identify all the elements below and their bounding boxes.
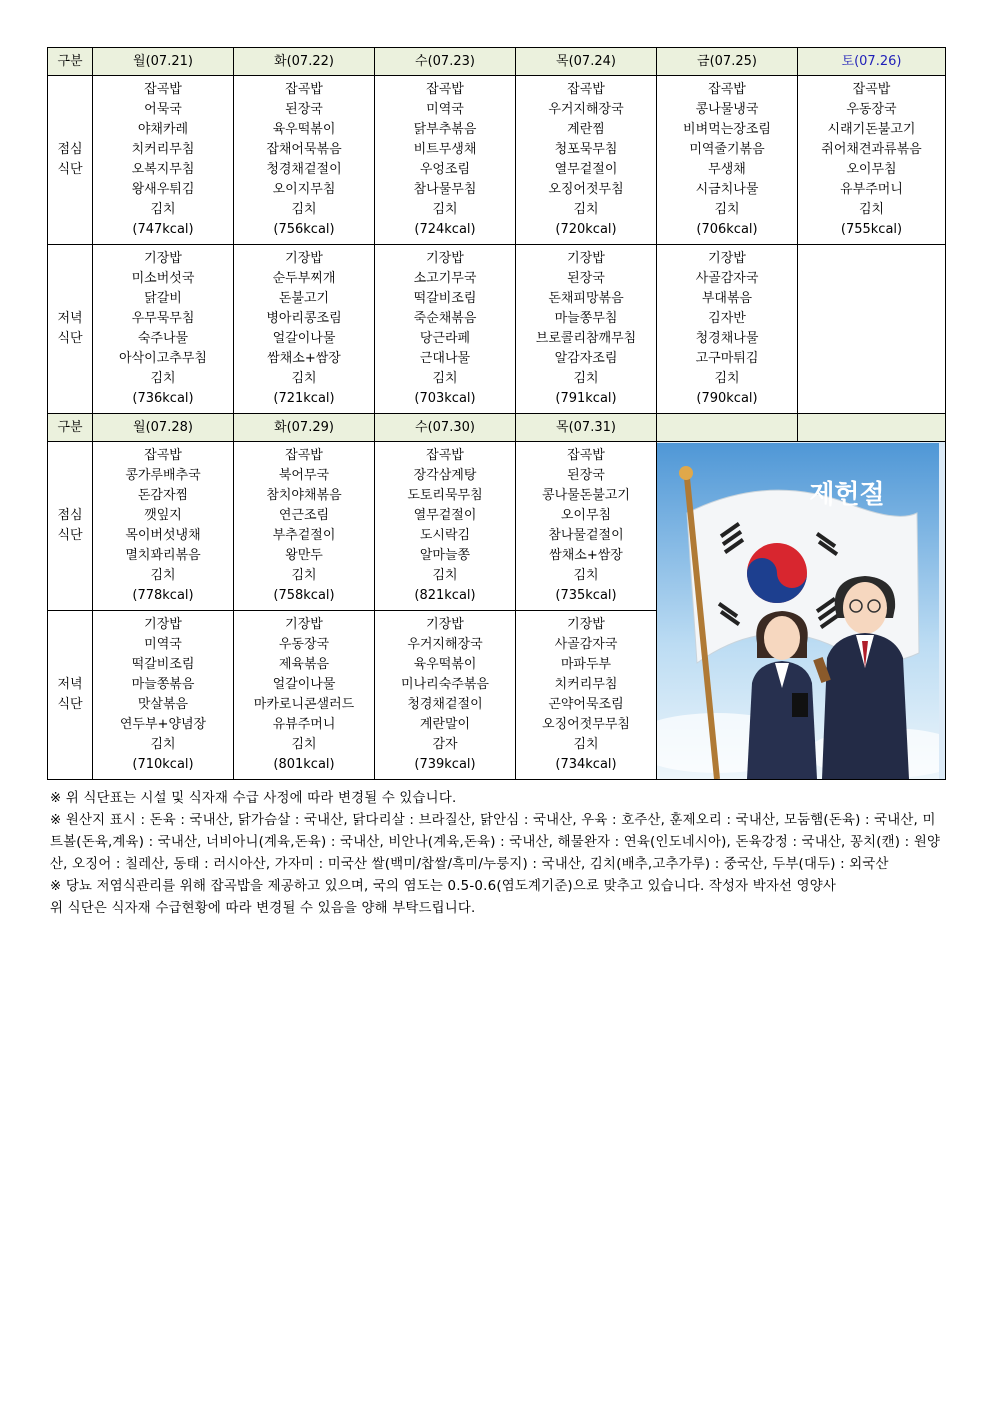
day-header: 금(07.25) [657, 48, 798, 76]
header-row [48, 48, 946, 76]
menu-item: 유뷰주머니 [272, 717, 336, 732]
dinner-menu-cell [234, 245, 375, 414]
menu-item: 쥐어채견과류볶음 [821, 142, 922, 157]
menu-item: 김자반 [708, 311, 746, 326]
menu-items [516, 80, 656, 240]
menu-item: 왕만두 [285, 548, 323, 563]
dinner-menu-cell [234, 611, 375, 780]
menu-item: 우거지해장국 [407, 637, 483, 652]
menu-item: 마늘쫑볶음 [131, 677, 195, 692]
menu-item: 병아리콩조림 [266, 311, 342, 326]
menu-item: 육우떡볶이 [272, 122, 336, 137]
menu-item: 치커리무침 [131, 142, 195, 157]
menu-items [93, 615, 233, 775]
menu-item: (790kcal) [696, 391, 758, 406]
menu-item: 열무겉절이 [554, 162, 618, 177]
lunch-label [48, 76, 93, 245]
menu-item: 된장국 [567, 271, 605, 286]
header-label: 구분 [48, 48, 93, 76]
menu-item: 얼갈이나물 [272, 331, 336, 346]
menu-item: 야채카레 [137, 122, 189, 137]
menu-item: (706kcal) [696, 222, 758, 237]
menu-items [234, 446, 374, 606]
menu-item: (739kcal) [414, 757, 476, 772]
menu-item: 깻잎지 [144, 508, 182, 523]
menu-item: 잡곡밥 [285, 82, 323, 97]
menu-items [375, 80, 515, 240]
menu-item: 돈채피망볶음 [548, 291, 624, 306]
note-line: ※ 원산지 표시 : 돈육 : 국내산, 닭가슴살 : 국내산, 닭다리살 : 브라질산, 닭안심 : 국내산, 우육 : 호주산, 훈제오리 : 국내산, 모둠햄(돈육) : 국내산, 미트볼(돈육,계육) : 국내산, 너비아니(계육,돈육) : 국내산, 비안나(계육,돈육) : 국내산, 해물완자 : 연육(인도네시아), 돈육강정 : 국내산, 꽁치(캔) : 원양산, 오징어 : 칠레산, 동태 : 러시아산, 가자미 : 미국산 쌀(백미/찹쌀/흑미/누룽지) : 국내산, 김치(배추,고추가루) : 중국산, 두부(대두) : 외국산 [50, 813, 941, 872]
menu-item: 김치 [150, 202, 176, 217]
menu-item: 순두부찌개 [272, 271, 336, 286]
menu-item: 맛살볶음 [137, 697, 189, 712]
menu-item: 김치 [432, 202, 458, 217]
menu-item: 목이버섯냉채 [125, 528, 201, 543]
illustration-title: 제헌절 [809, 479, 885, 510]
dinner-menu-cell [375, 611, 516, 780]
menu-item: 고구마튀김 [695, 351, 759, 366]
menu-item: 부추겉절이 [272, 528, 336, 543]
menu-item: 떡갈비조림 [413, 291, 477, 306]
constitution-day-illustration [657, 443, 939, 779]
menu-items [375, 249, 515, 409]
lunch-menu-cell [234, 76, 375, 245]
menu-item: 우동장국 [278, 637, 330, 652]
menu-item: 김치 [291, 202, 317, 217]
day-header: 목(07.31) [516, 414, 657, 442]
menu-item: 미나리숙주볶음 [401, 677, 489, 692]
menu-item: 열무겉절이 [413, 508, 477, 523]
menu-item: 곤약어묵조림 [548, 697, 624, 712]
menu-item: 마늘쫑무침 [554, 311, 618, 326]
menu-item: 김치 [858, 202, 885, 217]
menu-item: (710kcal) [132, 757, 194, 772]
lunch-label-line: 식단 [57, 528, 83, 543]
dinner-label-line: 식단 [57, 331, 83, 346]
dinner-menu-cell [657, 245, 798, 414]
menu-item: 멸치꽈리볶음 [125, 548, 201, 563]
menu-item: 오징어젓무침 [548, 182, 624, 197]
lunch-label-line: 점심 [57, 142, 83, 157]
menu-item: 잡채어묵볶음 [266, 142, 342, 157]
day-header: 월(07.21) [93, 48, 234, 76]
menu-item: 김치 [714, 202, 740, 217]
menu-item: 어묵국 [144, 102, 182, 117]
menu-item: 감자 [432, 737, 458, 752]
header-label: 구분 [48, 414, 93, 442]
menu-item: 청경채겉절이 [407, 697, 483, 712]
menu-item: 기장밥 [285, 617, 323, 632]
menu-item: 얼갈이나물 [272, 677, 336, 692]
menu-item: 잡곡밥 [426, 82, 464, 97]
day-header: 화(07.29) [234, 414, 375, 442]
menu-item: 당근라페 [419, 331, 471, 346]
menu-item: 된장국 [567, 468, 605, 483]
menu-item: 부대볶음 [701, 291, 753, 306]
menu-item: 김치 [573, 202, 599, 217]
day-header: 수(07.23) [375, 48, 516, 76]
menu-item: (735kcal) [555, 588, 617, 603]
menu-item: 기장밥 [426, 617, 464, 632]
menu-item: 시금치나물 [695, 182, 759, 197]
menu-items [657, 249, 797, 409]
menu-item: 김치 [291, 737, 317, 752]
menu-items [234, 615, 374, 775]
menu-item: 우엉조림 [419, 162, 471, 177]
notes-section [50, 788, 945, 920]
note-line: ※ 당뇨 저염식관리를 위해 잡곡밥을 제공하고 있으며, 국의 염도는 0.5-0.6(염도계기준)으로 맞추고 있습니다. 작성자 박자선 영양사 [50, 879, 837, 894]
menu-item: (724kcal) [414, 222, 476, 237]
meal-plan-table [47, 47, 946, 780]
dinner-menu-cell [93, 245, 234, 414]
menu-item: (747kcal) [132, 222, 194, 237]
dinner-label-line: 저녁 [57, 311, 83, 326]
menu-item: (734kcal) [555, 757, 617, 772]
menu-item: (821kcal) [414, 588, 476, 603]
menu-item: (721kcal) [273, 391, 335, 406]
menu-item: 청포묵무침 [554, 142, 618, 157]
menu-item: 알마늘쫑 [419, 548, 471, 563]
dinner-label [48, 245, 93, 414]
menu-item: (736kcal) [132, 391, 194, 406]
dinner-label-line: 식단 [57, 697, 83, 712]
dinner-menu-cell [516, 611, 657, 780]
taegeuk-symbol [747, 543, 807, 603]
menu-item: 쌈채소+쌈장 [549, 548, 623, 563]
menu-item: 사골감자국 [554, 637, 618, 652]
menu-item: 비트무생채 [413, 142, 477, 157]
day-header [798, 414, 946, 442]
dinner-label-line: 저녁 [57, 677, 83, 692]
menu-item: 우거지해장국 [548, 102, 624, 117]
menu-item: 떡갈비조림 [131, 657, 195, 672]
menu-item: (755kcal) [840, 222, 903, 237]
menu-items [234, 80, 374, 240]
menu-item: 김치 [573, 568, 599, 583]
menu-item: 소고기무국 [413, 271, 477, 286]
holiday-illustration [657, 442, 946, 780]
menu-items [657, 80, 797, 240]
dinner-menu-cell [375, 245, 516, 414]
menu-item: 기장밥 [144, 251, 182, 266]
lunch-menu-cell [375, 442, 516, 611]
day-header [657, 414, 798, 442]
menu-item: 도토리묵무침 [407, 488, 483, 503]
day-header: 목(07.24) [516, 48, 657, 76]
menu-item: 마카로니콘샐러드 [253, 697, 355, 712]
lunch-row [48, 76, 946, 245]
menu-item: 치커리무침 [554, 677, 618, 692]
menu-item: 김치 [150, 568, 176, 583]
header-row [48, 414, 946, 442]
day-header: 토(07.26) [798, 48, 946, 76]
menu-item: 알감자조림 [554, 351, 618, 366]
menu-item: (778kcal) [132, 588, 194, 603]
lunch-row [48, 442, 946, 611]
note-line: 위 식단은 식자재 수급현황에 따라 변경될 수 있음을 양해 부탁드립니다. [50, 901, 476, 916]
menu-item: 제육볶음 [278, 657, 330, 672]
menu-item: 죽순채볶음 [413, 311, 477, 326]
menu-item: 연두부+양념장 [119, 717, 207, 732]
menu-item: (720kcal) [555, 222, 617, 237]
menu-item: 브로콜리참깨무침 [535, 331, 637, 346]
menu-item: 잡곡밥 [852, 82, 891, 97]
menu-items [516, 446, 656, 606]
menu-item: 숙주나물 [137, 331, 189, 346]
menu-item: 왕새우튀김 [131, 182, 195, 197]
day-header: 월(07.28) [93, 414, 234, 442]
menu-item: 김치 [291, 371, 317, 386]
menu-item: 참나물무침 [413, 182, 477, 197]
dinner-menu-cell [798, 245, 946, 414]
menu-item: 콩나물돈불고기 [542, 488, 630, 503]
menu-items [93, 446, 233, 606]
menu-item: 김치 [432, 568, 458, 583]
menu-item: 된장국 [285, 102, 323, 117]
menu-item: 기장밥 [144, 617, 182, 632]
menu-item: 시래기돈불고기 [827, 122, 916, 137]
menu-item: 기장밥 [708, 251, 746, 266]
menu-item: 오이지무침 [272, 182, 336, 197]
menu-item: 콩가루배추국 [125, 468, 201, 483]
menu-item: 돈불고기 [278, 291, 330, 306]
menu-item: 기장밥 [285, 251, 323, 266]
menu-item: 아삭이고추무침 [119, 351, 207, 366]
menu-item: 오징어젓무무침 [542, 717, 630, 732]
lunch-menu-cell [516, 76, 657, 245]
menu-item: (791kcal) [555, 391, 617, 406]
menu-item: 마파두부 [560, 657, 612, 672]
menu-item: 김치 [291, 568, 317, 583]
menu-item: 참치야채볶음 [266, 488, 342, 503]
menu-items [798, 80, 945, 240]
menu-item: 닭부추볶음 [413, 122, 477, 137]
menu-items [516, 615, 656, 775]
menu-items [93, 249, 233, 409]
menu-item: 쌈채소+쌈장 [267, 351, 341, 366]
menu-items [375, 615, 515, 775]
menu-item: 우동장국 [846, 102, 897, 117]
lunch-menu-cell [93, 76, 234, 245]
note-line: ※ 위 식단표는 시설 및 식자재 수급 사정에 따라 변경될 수 있습니다. [50, 791, 457, 806]
menu-item: 유부주머니 [840, 182, 903, 197]
lunch-menu-cell [657, 76, 798, 245]
menu-item: 사골감자국 [695, 271, 759, 286]
day-header: 화(07.22) [234, 48, 375, 76]
menu-item: 무생채 [708, 162, 746, 177]
menu-item: 오이무침 [846, 162, 897, 177]
menu-item: (758kcal) [273, 588, 335, 603]
menu-item: 참나물겉절이 [548, 528, 624, 543]
menu-item: 잡곡밥 [144, 448, 182, 463]
lunch-menu-cell [798, 76, 946, 245]
menu-item: 근대나물 [419, 351, 471, 366]
menu-item: 연근조림 [278, 508, 330, 523]
menu-item: 미역국 [426, 102, 464, 117]
menu-items [93, 80, 233, 240]
menu-item: (756kcal) [273, 222, 335, 237]
dinner-label [48, 611, 93, 780]
menu-item: 기장밥 [567, 251, 605, 266]
menu-item: 김치 [150, 737, 176, 752]
menu-item: 기장밥 [567, 617, 605, 632]
lunch-label-line: 점심 [57, 508, 83, 523]
menu-item: 잡곡밥 [567, 448, 605, 463]
lunch-label-line: 식단 [57, 162, 83, 177]
menu-items [375, 446, 515, 606]
dinner-row [48, 245, 946, 414]
lunch-menu-cell [234, 442, 375, 611]
menu-item: 비벼먹는장조림 [683, 122, 771, 137]
menu-item: 잡곡밥 [708, 82, 746, 97]
menu-item: 육우떡볶이 [413, 657, 477, 672]
menu-item: 콩나물냉국 [695, 102, 759, 117]
menu-item: 김치 [573, 737, 599, 752]
menu-item: (703kcal) [414, 391, 476, 406]
judge-woman [747, 611, 817, 779]
dinner-menu-cell [93, 611, 234, 780]
menu-items [516, 249, 656, 409]
menu-item: 미역국 [144, 637, 182, 652]
menu-item: 오이무침 [560, 508, 612, 523]
menu-item: 계란찜 [567, 122, 605, 137]
menu-item: 닭갈비 [144, 291, 182, 306]
menu-item: 청경채나물 [695, 331, 759, 346]
dinner-menu-cell [516, 245, 657, 414]
menu-item: 잡곡밥 [567, 82, 605, 97]
menu-item: 잡곡밥 [285, 448, 323, 463]
menu-item: 미소버섯국 [131, 271, 195, 286]
lunch-menu-cell [516, 442, 657, 611]
lunch-menu-cell [93, 442, 234, 611]
menu-items [234, 249, 374, 409]
menu-item: 북어무국 [278, 468, 330, 483]
menu-item: 김치 [714, 371, 740, 386]
menu-item: 미역줄기볶음 [689, 142, 765, 157]
menu-item: 계란말이 [419, 717, 471, 732]
menu-item: 장각삼계탕 [413, 468, 477, 483]
menu-item: 잡곡밥 [144, 82, 182, 97]
menu-item: 김치 [573, 371, 599, 386]
lunch-menu-cell [375, 76, 516, 245]
lunch-label [48, 442, 93, 611]
menu-item: (801kcal) [273, 757, 335, 772]
menu-item: 오복지무침 [131, 162, 195, 177]
menu-item: 기장밥 [426, 251, 464, 266]
menu-item: 청경채겉절이 [266, 162, 342, 177]
menu-item: 돈감자찜 [137, 488, 189, 503]
day-header: 수(07.30) [375, 414, 516, 442]
menu-item: 우무묵무침 [131, 311, 195, 326]
menu-item: 잡곡밥 [426, 448, 464, 463]
menu-item: 김치 [432, 371, 458, 386]
menu-item: 도시락김 [419, 528, 471, 543]
menu-item: 김치 [150, 371, 176, 386]
